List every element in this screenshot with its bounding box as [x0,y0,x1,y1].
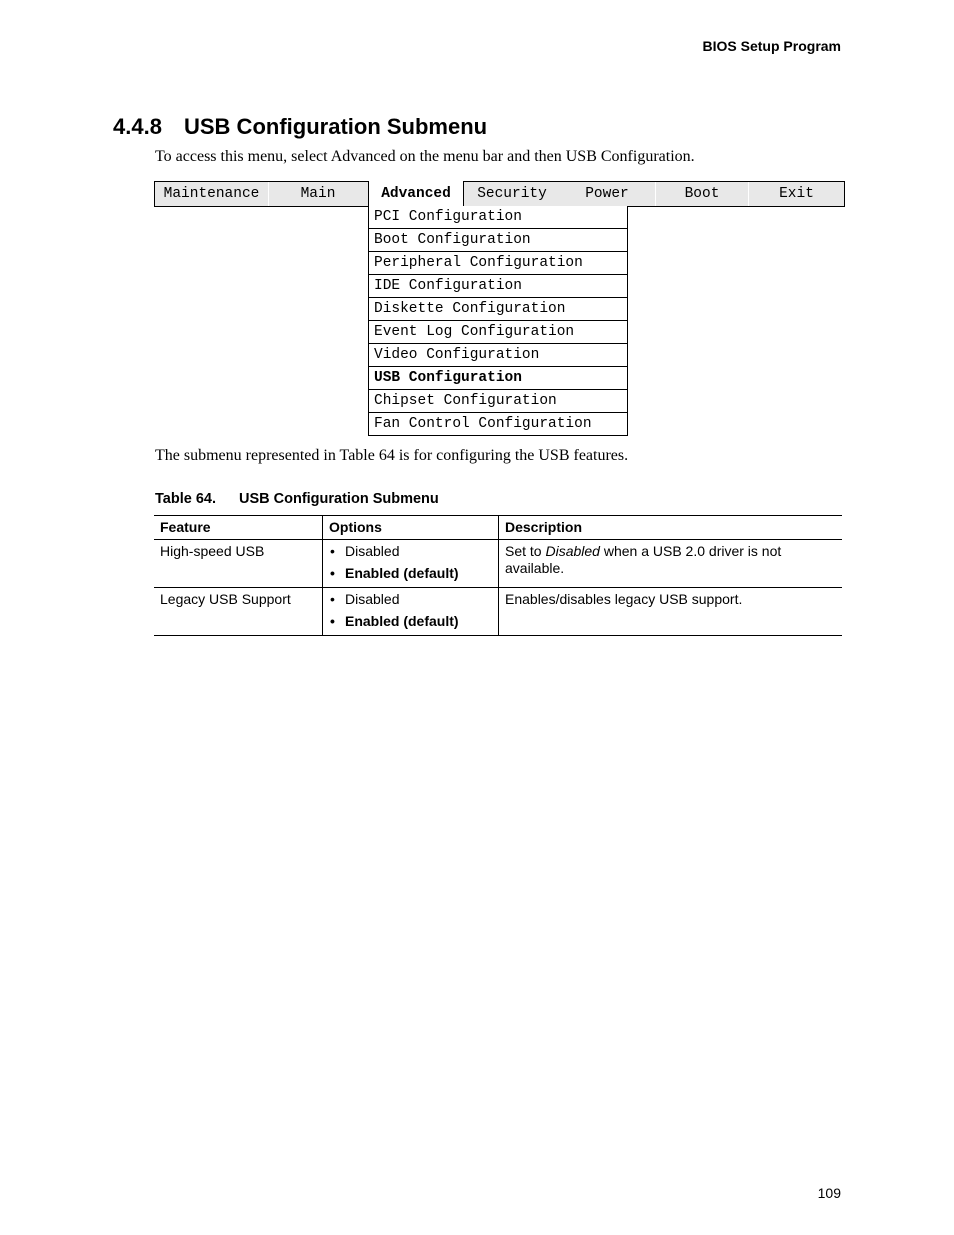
advanced-dropdown-menu [368,206,628,436]
running-header: BIOS Setup Program [702,38,841,54]
options-list [329,591,492,630]
table-header-row [154,516,842,540]
menu-item-fan-control-configuration[interactable]: Fan Control Configuration [369,412,627,435]
option-item-default: • Enabled (default) [329,565,492,582]
table-caption-title: USB Configuration Submenu [239,491,439,507]
column-header-feature: Feature [154,516,323,540]
option-item: • Disabled [329,543,492,560]
menu-tab-boot[interactable]: Boot [684,186,720,202]
menu-item-diskette-configuration[interactable]: Diskette Configuration [369,297,627,320]
section-heading [113,114,487,140]
section-title: USB Configuration Submenu [184,114,488,139]
table-caption-number: Table 64. [155,491,216,507]
menu-item-usb-configuration[interactable]: USB Configuration [369,366,627,389]
menu-item-video-configuration[interactable]: Video Configuration [369,343,627,366]
option-item: • Disabled [329,591,492,608]
table-row [154,588,842,636]
description-cell [499,588,843,636]
feature-cell: Legacy USB Support [154,588,323,636]
menu-item-event-log-configuration[interactable]: Event Log Configuration [369,320,627,343]
intro-paragraph: To access this menu, select Advanced on the menu bar and then USB Configuration. [155,148,695,165]
usb-configuration-table [154,515,842,636]
options-cell [323,588,499,636]
menu-item-peripheral-configuration[interactable]: Peripheral Configuration [369,251,627,274]
options-list [329,543,492,582]
menu-item-boot-configuration[interactable]: Boot Configuration [369,228,627,251]
bios-menu-bar [154,181,845,207]
menu-tab-maintenance[interactable]: Maintenance [163,186,260,202]
menu-item-ide-configuration[interactable]: IDE Configuration [369,274,627,297]
option-item-default: • Enabled (default) [329,613,492,630]
column-header-options: Options [323,516,499,540]
body-paragraph: The submenu represented in Table 64 is for configuring the USB features. [155,447,629,464]
description-text: Set to [505,543,546,559]
menu-tab-advanced[interactable]: Advanced [368,181,464,207]
column-header-description: Description [499,516,843,540]
menu-item-chipset-configuration[interactable]: Chipset Configuration [369,389,627,412]
description-text: when a USB 2.0 driver is not available. [505,543,782,576]
description-emphasis: Disabled [545,543,600,559]
menu-tab-main[interactable]: Main [300,186,336,202]
page-number: 109 [817,1185,841,1201]
options-cell [323,540,499,588]
menu-item-pci-configuration[interactable]: PCI Configuration [374,209,522,225]
menu-tab-security[interactable]: Security [477,186,547,202]
table-caption [155,491,439,507]
feature-cell: High-speed USB [154,540,323,588]
table-row [154,540,842,588]
menu-tab-power[interactable]: Power [585,186,629,202]
description-text: Enables/disables legacy USB support. [505,591,743,607]
menu-tab-exit[interactable]: Exit [779,186,814,202]
description-cell [499,540,843,588]
section-number: 4.4.8 [113,114,162,139]
